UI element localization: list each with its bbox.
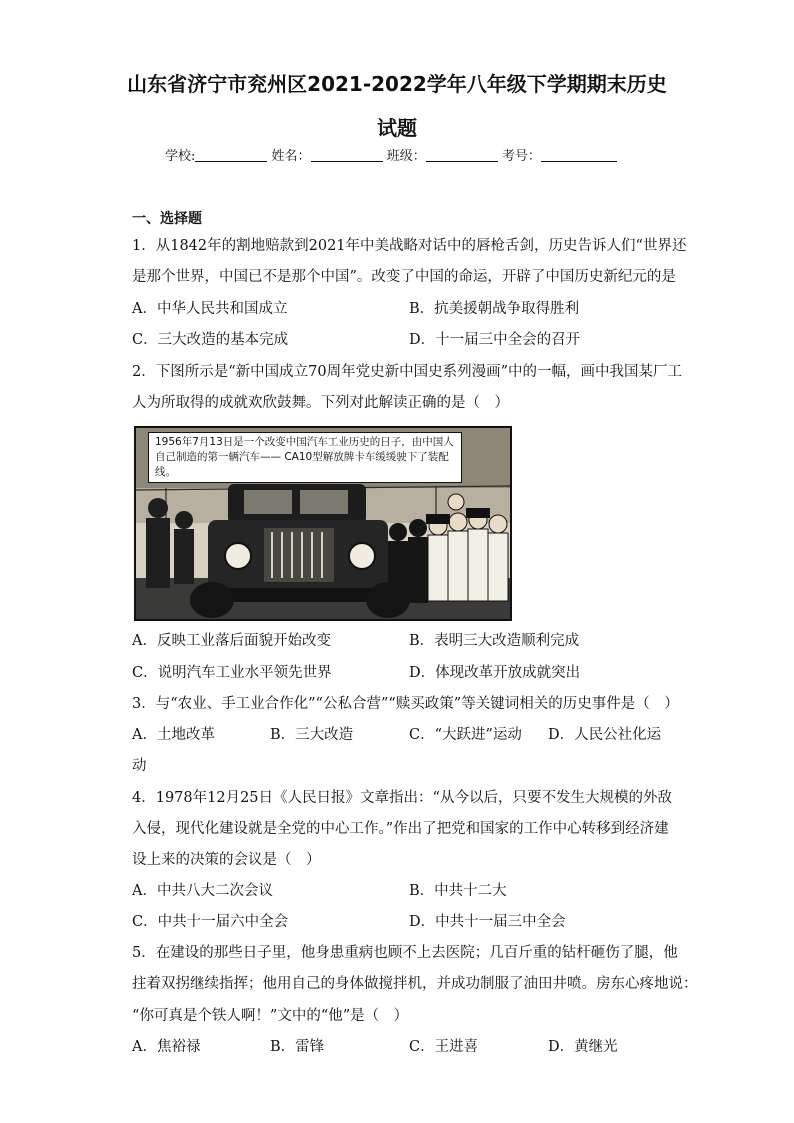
q4-line-3: 设上来的决策的会议是（ ） [132,852,321,868]
q1-line-2: 是那个世界，中国已不是那个中国”。改变了中国的命运，开辟了中国历史新纪元的是 [132,269,676,285]
school-label: 学校: [165,149,196,164]
q5-line-2: 拄着双拐继续指挥；他用自己的身体做搅拌机，并成功制服了油田井喷。房东心疼地说： [132,976,698,992]
student-info-row [165,145,617,164]
q4-option-a[interactable]: A．中共八大二次会议 [132,883,273,899]
class-blank[interactable] [426,147,498,162]
q2-line-1: 2．下图所示是“新中国成立70周年党史新中国史系列漫画”中的一幅，画中我国某厂工 [132,364,682,380]
page-title: 山东省济宁市兖州区2021-2022学年八年级下学期期末历史 [127,72,667,96]
q5-option-d[interactable]: D．黄继光 [548,1039,618,1055]
q1-option-d[interactable]: D．十一届三中全会的召开 [409,332,581,348]
q1-option-c[interactable]: C．三大改造的基本完成 [132,332,289,348]
q5-option-b[interactable]: B．雷锋 [270,1039,325,1055]
cartoon-caption: 1956年7月13日是一个改变中国汽车工业历史的日子，由中国人自己制造的第一辆汽车—— CA10型解放牌卡车缓缓驶下了装配线。 [148,432,462,483]
q3-line-1: 3．与“农业、手工业合作化”“公私合营”“赎买政策”等关键词相关的历史事件是（ ） [132,696,679,712]
exam-no-blank[interactable] [541,147,617,162]
q1-line-1: 1．从1842年的割地赔款到2021年中美战略对话中的唇枪舌剑，历史告诉人们“世界还 [132,238,687,254]
q5-line-1: 5．在建设的那些日子里，他身患重病也顾不上去医院；几百斤重的钻杆砸伤了腿，他 [132,945,678,961]
q1-option-b[interactable]: B．抗美援朝战争取得胜利 [409,301,580,317]
q5-option-c[interactable]: C．王进喜 [409,1039,479,1055]
q4-line-2: 入侵，现代化建设就是全党的中心工作。”作出了把党和国家的工作中心转移到经济建 [132,821,669,837]
q5-option-a[interactable]: A．焦裕禄 [132,1039,201,1055]
q1-option-a[interactable]: A．中华人民共和国成立 [132,301,288,317]
section-heading: 一、选择题 [132,211,202,227]
q3-option-b[interactable]: B．三大改造 [270,727,354,743]
q4-option-c[interactable]: C．中共十一届六中全会 [132,914,289,930]
q5-line-3: “你可真是个铁人啊！”文中的“他”是（ ） [132,1008,409,1024]
q4-line-1: 4．1978年12月25日《人民日报》文章指出：“从今以后，只要不发生大规模的外敌 [132,790,672,806]
q3-option-a[interactable]: A．土地改革 [132,727,215,743]
class-label: 班级： [386,149,426,164]
q3-option-d[interactable]: D．人民公社化运 [548,727,662,743]
q3-option-d-wrap: 动 [132,758,147,774]
q4-option-d[interactable]: D．中共十一届三中全会 [409,914,566,930]
q2-option-a[interactable]: A．反映工业落后面貌开始改变 [132,633,331,649]
name-label: 姓名： [271,149,311,164]
q3-option-c[interactable]: C．“大跃进”运动 [409,727,522,743]
name-blank[interactable] [311,147,383,162]
school-blank[interactable] [195,147,267,162]
exam-no-label: 考号： [501,149,541,164]
page-title-continued: 试题 [377,116,417,140]
q2-option-b[interactable]: B．表明三大改造顺利完成 [409,633,580,649]
q2-option-c[interactable]: C．说明汽车工业水平领先世界 [132,665,332,681]
q4-option-b[interactable]: B．中共十二大 [409,883,507,899]
q2-line-2: 人为所取得的成就欢欣鼓舞。下列对此解读正确的是（ ） [132,395,509,411]
q2-option-d[interactable]: D．体现改革开放成就突出 [409,665,581,681]
cartoon-image [134,426,512,621]
